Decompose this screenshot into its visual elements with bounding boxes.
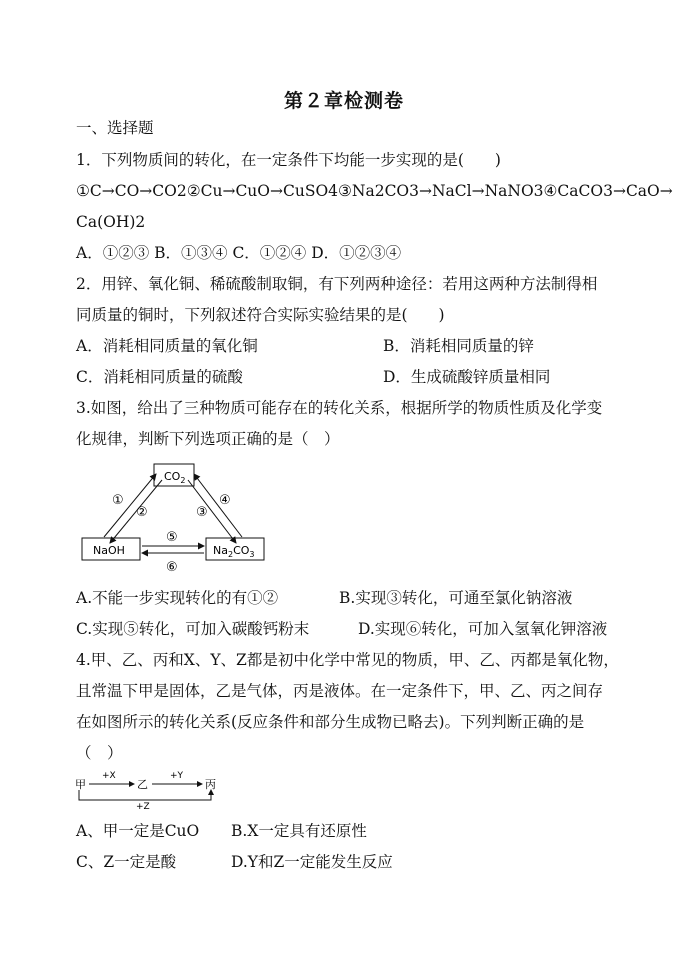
q3-option-b: B.实现③转化，可通至氯化钠溶液 [339,589,573,607]
q3-option-a: A.不能一步实现转化的有①② [76,589,279,607]
q4-option-d: D.Y和Z一定能发生反应 [231,853,393,871]
q3-option-d: D.实现⑥转化，可加入氢氧化钾溶液 [358,620,608,638]
q3-stem-line1: 3.如图，给出了三种物质可能存在的转化关系，根据所学的物质性质及化学变 [76,399,603,417]
q4-option-row1 [76,821,367,841]
jia-label: 甲 [75,778,86,791]
label-2: ② [136,505,148,520]
q4-conversion-diagram [74,768,224,810]
naoh-label: NaOH [93,544,125,557]
plus-x-label: +X [102,771,116,781]
q2-stem-line2: 同质量的铜时，下列叙述符合实际实验结果的是( ) [76,306,445,324]
q2-stem-line1: 2．用锌、氧化铜、稀硫酸制取铜，有下列两种途径：若用这两种方法制得相 [76,275,598,293]
q4-stem-line4: （ ） [76,744,123,762]
q4-option-a: A、甲一定是CuO [76,822,200,840]
plus-y-label: +Y [170,771,184,781]
q3-option-row2 [76,619,608,639]
page-title: 第２章检测卷 [283,90,404,112]
q1-items-line1: ①C→CO→CO2②Cu→CuO→CuSO4③Na2CO3→NaCl→NaNO3④CaCO3→CaO→ [76,182,673,200]
label-1: ① [112,493,124,508]
q2-option-a: A．消耗相同质量的氧化铜 [76,337,258,355]
q2-option-row2 [76,367,551,387]
co2-label: $CO_2$ [164,470,186,485]
label-5: ⑤ [166,530,178,545]
label-3: ③ [196,505,208,520]
q2-option-row1 [76,336,534,356]
label-4: ④ [219,493,231,508]
q1-options: A．①②③ B．①③④ C．①②④ D．①②③④ [76,244,402,262]
q3-option-row1 [76,588,573,608]
q2-option-c: C．消耗相同质量的硫酸 [76,368,243,386]
section-heading: 一、选择题 [76,119,154,137]
q4-stem-line3: 在如图所示的转化关系(反应条件和部分生成物已略去)。下列判断正确的是 [76,713,585,731]
q4-option-c: C、Z一定是酸 [76,853,177,871]
yi-label: 乙 [137,778,148,791]
q1-stem: 1．下列物质间的转化，在一定条件下均能一步实现的是( ) [76,151,501,169]
q4-stem-line1: 4.甲、乙、丙和X、Y、Z都是初中化学中常见的物质，甲、乙、丙都是氧化物， [76,651,619,669]
q3-conversion-diagram [78,458,278,578]
plus-z-label: +Z [136,802,150,810]
q4-option-row2 [76,852,393,872]
q3-stem-line2: 化规律，判断下列选项正确的是（ ） [76,430,340,448]
q2-option-b: B．消耗相同质量的锌 [383,337,534,355]
arrow-plus-z [79,790,211,800]
q4-option-b: B.X一定具有还原性 [231,822,367,840]
bing-label: 丙 [205,778,216,791]
label-6: ⑥ [166,560,178,575]
q3-option-c: C.实现⑤转化，可加入碳酸钙粉末 [76,620,310,638]
na2co3-label: $Na_2CO_3$ [213,544,255,559]
q4-stem-line2: 且常温下甲是固体，乙是气体，丙是液体。在一定条件下，甲、乙、丙之间存 [76,682,604,700]
q2-option-d: D．生成硫酸锌质量相同 [383,368,551,386]
q1-items-line2: Ca(OH)2 [76,213,146,231]
